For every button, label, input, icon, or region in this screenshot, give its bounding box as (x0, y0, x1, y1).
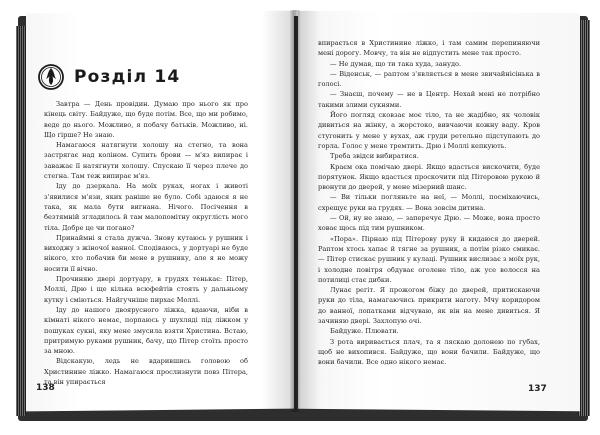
page-number-left: 138 (36, 383, 55, 393)
paragraph: — Ой, ну не знаю, — заперечує Дрю. — Може, вона просто ховає щось під тим рушником. (318, 214, 540, 233)
page-number-right: 137 (528, 384, 547, 394)
left-page-stack (16, 26, 26, 416)
paragraph: — Ви тільки погляньте на неї, — Моллі, посміхаючись, схрещує руки на грудях. — Вона зовсім дитина. (318, 193, 540, 212)
paragraph: Завтра — День провідин. Думаю про нього як про кінець світу. Байдуже, що буде потім. Все, що ми робимо, веде до нього. Можливо, я побачу батьків. Можливо, ні. Що гірше? Не знаю. (44, 100, 248, 139)
paragraph: впирається в Христинине ліжко, і там самим перепиняючи мені дорогу. Мовчу, та він не відпустить мене так просто. (318, 39, 540, 58)
paragraph: Лунає регіт. Я прожогом біжу до дверей, притискаючи руки до тіла, намагаючись прикрити наготу. Мчу коридором до ванної, лопатками відчуваю, як він на мене дивиться. Я зачиняю двері. Захлопую очі. (318, 286, 540, 326)
paragraph: З рота виривається плач, та я ляскаю долонею по губах, щоб не вихопився. Байдуже, що вони бачили. Байдуже, що вони бачили. Все одно нікого немає. (318, 337, 540, 367)
paragraph: Краєм ока помічаю двері. Якщо вдасться вискочити, буде порятунок. Якщо вдасться проскочити під Пітеровою рукою й рвонути до дверей, у мене мізерний шанс. (318, 162, 540, 192)
paragraph: Відскакую, ледь не вдарившись головою об Христинине ліжко. Намагаюся прослизнути повз Пітера, та він упирається (44, 357, 248, 387)
paragraph: Намагаюся натягнути холошу на стегно, та вона застрягає над коліном. Супить брови — м'яз випирає і заважає її натягнути холошу. Спускаю її через плече до стегна. Там теж випирає м'яз. (44, 141, 248, 181)
paragraph: «Пора». Пірнаю під Пітерову руку й кидаюся до дверей. Раптом хтось хапає й тягне за рушник, а потім різко смикає. — Пітер стискає рушник у кулаці. Рушник вислизає з моїх рук, і холодне повітря обдуває оголене тіло, аж усе волосся на потилиці стає дибки. (318, 234, 540, 284)
faction-emblem-icon (38, 64, 64, 90)
book-gutter (290, 10, 300, 412)
paragraph: Байдуже. Плювати. (330, 327, 399, 336)
paragraph: Треба звідси вибиратися. (330, 152, 419, 161)
paragraph: — Віденськ, — раптом з'являється в мене звичайнісінька в голосі. (318, 69, 540, 89)
chapter-heading (38, 64, 180, 90)
right-page-text (318, 38, 540, 368)
paragraph: Принаймні я стала дужча. Знову кутаюсь у рушник і виходжу з жіночої ванної. Сподіваюсь, у дортуарі не буде нікого, хто побачив би мене в рушнику, але я не можу носити її вічно. (44, 233, 248, 273)
paragraph: Прочиняю двері дортуару, в грудях тенькає: Пітер, Моллі, Дрю і ще кілька всюфейтів стоять у дальньому кутку і сміються. Найгучніше пирхає Моллі. (44, 275, 248, 304)
chapter-title: Розділ 14 (74, 67, 181, 87)
paragraph: Іду до дзеркала. На моїх руках, ногах і животі з'явилися м'язи, яких раніше не було. Собі здаюся я не така, як мала бути вигнана. Нічого. Посічення в безтямній згладилось й там малопомітну округлість мого тіла. Добре це чи погано? (44, 182, 248, 232)
paragraph: — Не думав, що ти така худа, занудо. (330, 59, 462, 68)
paragraph: — Знаєш, почему — не в Центр. Нехай мені не потрібно такими злими сукнями. (318, 90, 540, 109)
paragraph: Іду до нашого двоярусного ліжка, вдаючи, ніби в кімнаті нікого немає, порпаюсь у шухляді під ліжком у пошуках сукні, яку мене змусила взяти Христина. Встаю, притримую руками рушник, бачу, що Пітер стоїть просто за мною. (44, 305, 248, 356)
left-page-text (44, 99, 248, 387)
paragraph: Його погляд сковзає моє тіло, та не жадібно, як чоловік дивиться на жінку, а жорстоко, вивчаючи кожну ваду. Кров стугонить у мене у вухах, аж груди ретельно підступають до горла. Голос у мене тремтить. Дрю і Моллі кепкують. (318, 111, 540, 150)
